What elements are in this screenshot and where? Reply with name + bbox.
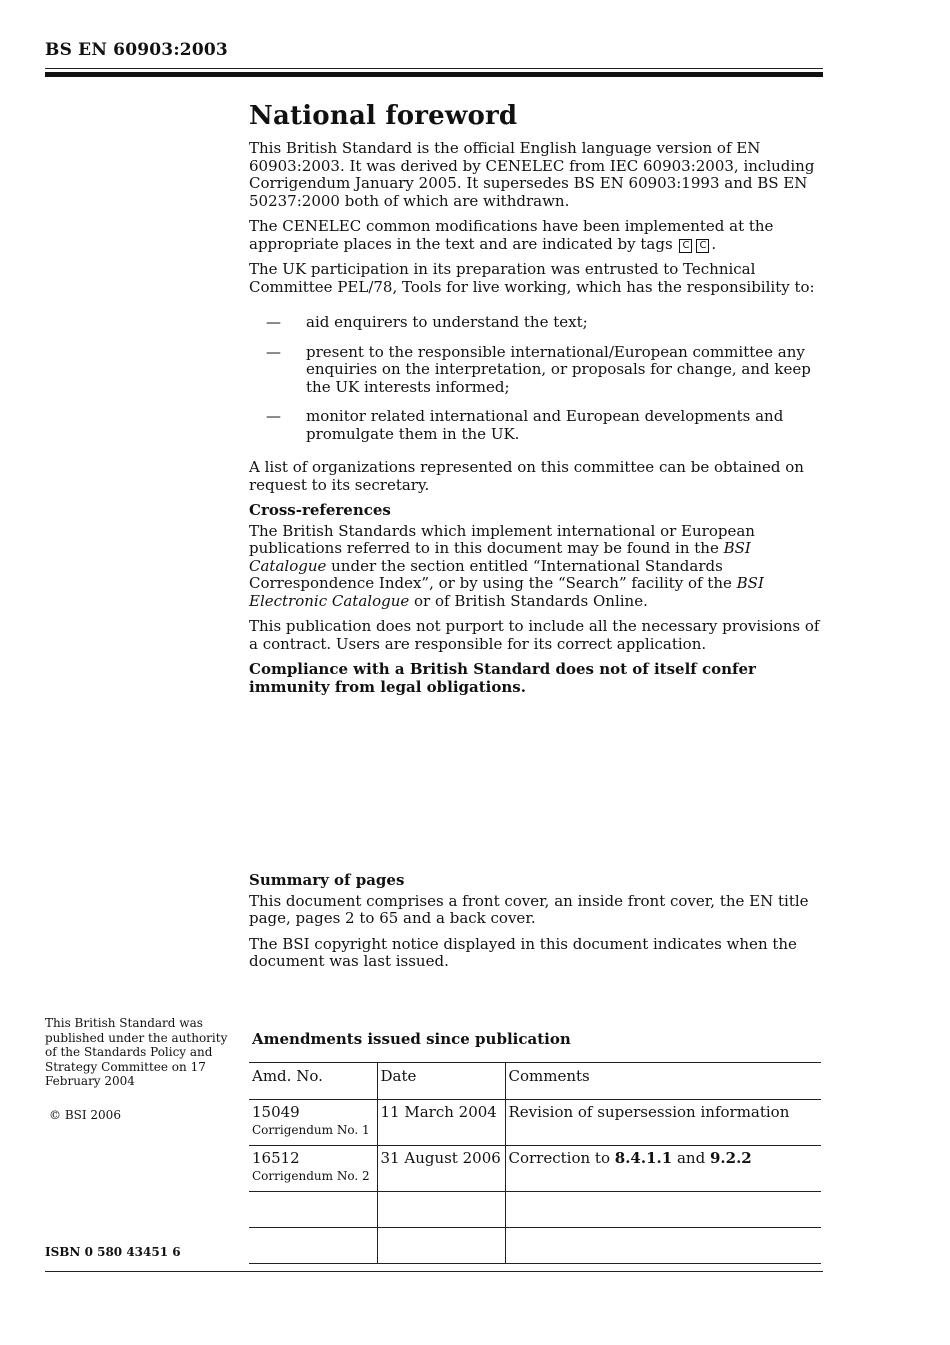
- summary-section: [249, 872, 827, 979]
- table-header-row: [249, 1063, 821, 1100]
- amd-no: 16512: [252, 1149, 300, 1167]
- clause-ref: 8.4.1.1: [614, 1149, 673, 1167]
- list-item: [249, 344, 827, 397]
- list-item: [249, 314, 827, 332]
- cross-references-text-b: under the section entitled “International Standards Correspondence Index”, or by using the “Search” facility of the: [249, 556, 732, 592]
- footer-rule: [45, 1271, 823, 1272]
- date-cell: 11 March 2004: [377, 1100, 505, 1146]
- summary-heading: Summary of pages: [249, 871, 405, 889]
- amd-corrigendum: Corrigendum No. 2: [252, 1169, 370, 1183]
- cenelec-tag-open-icon: C: [679, 239, 692, 253]
- publication-note: [45, 1016, 235, 1103]
- cross-references-text-a: The British Standards which implement international or European publications referred to in this document may be found in the: [249, 521, 755, 557]
- page-title: National foreword: [249, 101, 518, 131]
- column-header: Amd. No.: [249, 1063, 377, 1100]
- foreword-paragraph-5: This publication does not purport to include all the necessary provisions of a contract. Users are responsible for its correct application.: [249, 617, 820, 653]
- list-item-text: present to the responsible international/European committee any enquiries on the interpretation, or proposals for change, and keep the UK interests informed;: [306, 342, 811, 396]
- amendments-table: [249, 1062, 821, 1264]
- clause-ref: 9.2.2: [709, 1149, 752, 1167]
- foreword-paragraph-2-end: .: [711, 234, 717, 253]
- comments-cell: [505, 1146, 821, 1192]
- list-item: [249, 408, 827, 443]
- dash-marker: —: [266, 407, 281, 425]
- bsi-electronic-catalogue-ref: BSI Electronic Catalogue: [249, 574, 764, 610]
- cross-references-paragraph: [249, 523, 827, 611]
- table-row-empty: [249, 1192, 821, 1228]
- summary-paragraph-2: The BSI copyright notice displayed in this document indicates when the document was last issued.: [249, 934, 797, 970]
- foreword-paragraph-2: [249, 218, 827, 253]
- foreword-paragraph-1: This British Standard is the official English language version of EN 60903:2003. It was derived by CENELEC from IEC 60903:2003, including Corrigendum January 2005. It supersedes BS EN 60903:1993 and BS EN 50237:2000 both of which are withdrawn.: [249, 139, 815, 210]
- comment-text: Correction to: [508, 1149, 610, 1167]
- summary-paragraph-1: This document comprises a front cover, an inside front cover, the EN title page, pages 2 to 65 and a back cover.: [249, 891, 809, 927]
- publication-authority: This British Standard was published under the authority of the Standards Policy and Strategy Committee on 17 February 2004: [45, 1016, 228, 1088]
- comment-text: and: [676, 1149, 706, 1167]
- column-header: Date: [377, 1063, 505, 1100]
- comments-cell: Revision of supersession information: [505, 1100, 821, 1146]
- list-item-text: aid enquirers to understand the text;: [306, 313, 588, 331]
- amd-no-cell: [249, 1100, 377, 1146]
- dash-marker: —: [266, 342, 281, 361]
- copyright-notice: © BSI 2006: [49, 1108, 121, 1122]
- compliance-statement: Compliance with a British Standard does not of itself confer immunity from legal obligations.: [249, 660, 756, 696]
- amendments-title: Amendments issued since publication: [252, 1030, 571, 1048]
- table-row: [249, 1100, 821, 1146]
- date-cell: 31 August 2006: [377, 1146, 505, 1192]
- foreword-section: [249, 100, 827, 704]
- bsi-catalogue-ref: BSI Catalogue: [249, 539, 751, 575]
- list-item-text: monitor related international and European developments and promulgate them in the UK.: [306, 407, 784, 443]
- foreword-paragraph-2-text: The CENELEC common modifications have been implemented at the appropriate places in the text and are indicated by tags: [249, 217, 774, 253]
- cross-references-text-c: or of British Standards Online.: [414, 591, 648, 610]
- header-doc-id: BS EN 60903:2003: [45, 40, 228, 60]
- column-header: Comments: [505, 1063, 821, 1100]
- cenelec-tag-close-icon: C: [696, 239, 709, 253]
- foreword-paragraph-3: The UK participation in its preparation was entrusted to Technical Committee PEL/78, Tools for live working, which has the responsibility to:: [249, 260, 815, 296]
- table-row-empty: [249, 1228, 821, 1264]
- amd-corrigendum: Corrigendum No. 1: [252, 1123, 370, 1137]
- responsibility-list: [249, 314, 827, 443]
- table-row: [249, 1146, 821, 1192]
- amd-no: 15049: [252, 1103, 300, 1121]
- amd-no-cell: [249, 1146, 377, 1192]
- header-rule-top: [45, 68, 823, 69]
- cross-references-heading: Cross-references: [249, 501, 391, 519]
- foreword-paragraph-4: A list of organizations represented on this committee can be obtained on request to its secretary.: [249, 458, 804, 494]
- header-rule-thick: [45, 72, 823, 77]
- dash-marker: —: [266, 313, 281, 331]
- isbn: ISBN 0 580 43451 6: [45, 1245, 181, 1259]
